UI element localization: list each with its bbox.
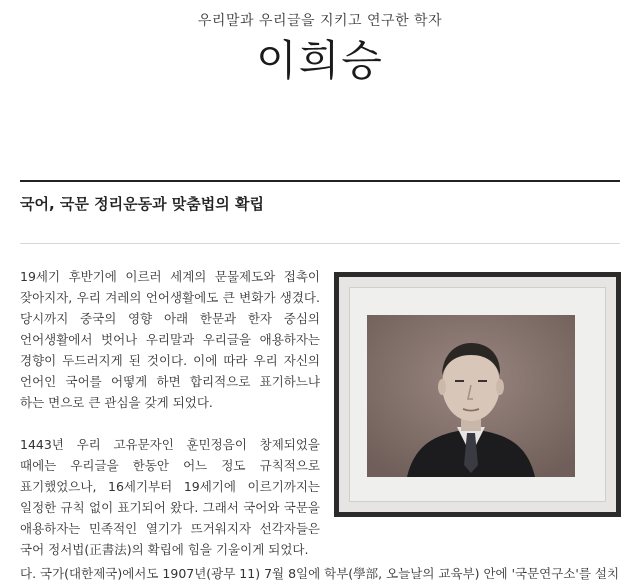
body-paragraph-1: 19세기 후반기에 이르러 세계의 문물제도와 접촉이 잦아지자, 우리 겨레의 언어생활에도 큰 변화가 생겼다. 당시까지 중국의 영향 아래 한문과 한자 중심의 언어생활에서 벗어나 우리말과 우리글을 애용하자는 경향이 두드러지게 된 것이다. 이에 따라 우리 자신의 언어인 국어를 어떻게 하면 합리적으로 표기하느냐 하는 면으로 큰 관심을 갖게 되었다. bbox=[20, 269, 320, 410]
page-subtitle: 우리말과 우리글을 지키고 연구한 학자 bbox=[197, 13, 443, 29]
portrait-frame bbox=[334, 272, 621, 517]
section-divider-light bbox=[20, 243, 620, 244]
portrait-mat bbox=[349, 287, 606, 502]
portrait-illustration bbox=[367, 315, 575, 477]
page-title: 이희승 bbox=[256, 36, 384, 85]
body-paragraph-2: 1443년 우리 고유문자인 훈민정음이 창제되었을 때에는 우리글을 한동안 어느 정도 규칙적으로 표기했었으나, 16세기부터 19세기에 이르기까지는 일정한 규칙 없이 표기되어 왔다. 그래서 국어와 국문을 애용하자는 민족적인 열기가 뜨거워지자 선각자들은 국어 정서법(正書法)의 확립에 힘을 기울이게 되었다. bbox=[20, 437, 320, 557]
section-title: 국어, 국문 정리운동과 맞춤법의 확립 bbox=[20, 195, 264, 213]
portrait-photo bbox=[367, 315, 575, 477]
portrait-frame-inner bbox=[339, 277, 616, 512]
body-paragraph-continued: 다. 국가(대한제국)에서도 1907년(광무 11) 7월 8일에 학부(學部, 오늘날의 교육부) 안에 '국문연구소'를 설치 bbox=[20, 566, 620, 581]
section-divider-heavy bbox=[20, 180, 620, 182]
